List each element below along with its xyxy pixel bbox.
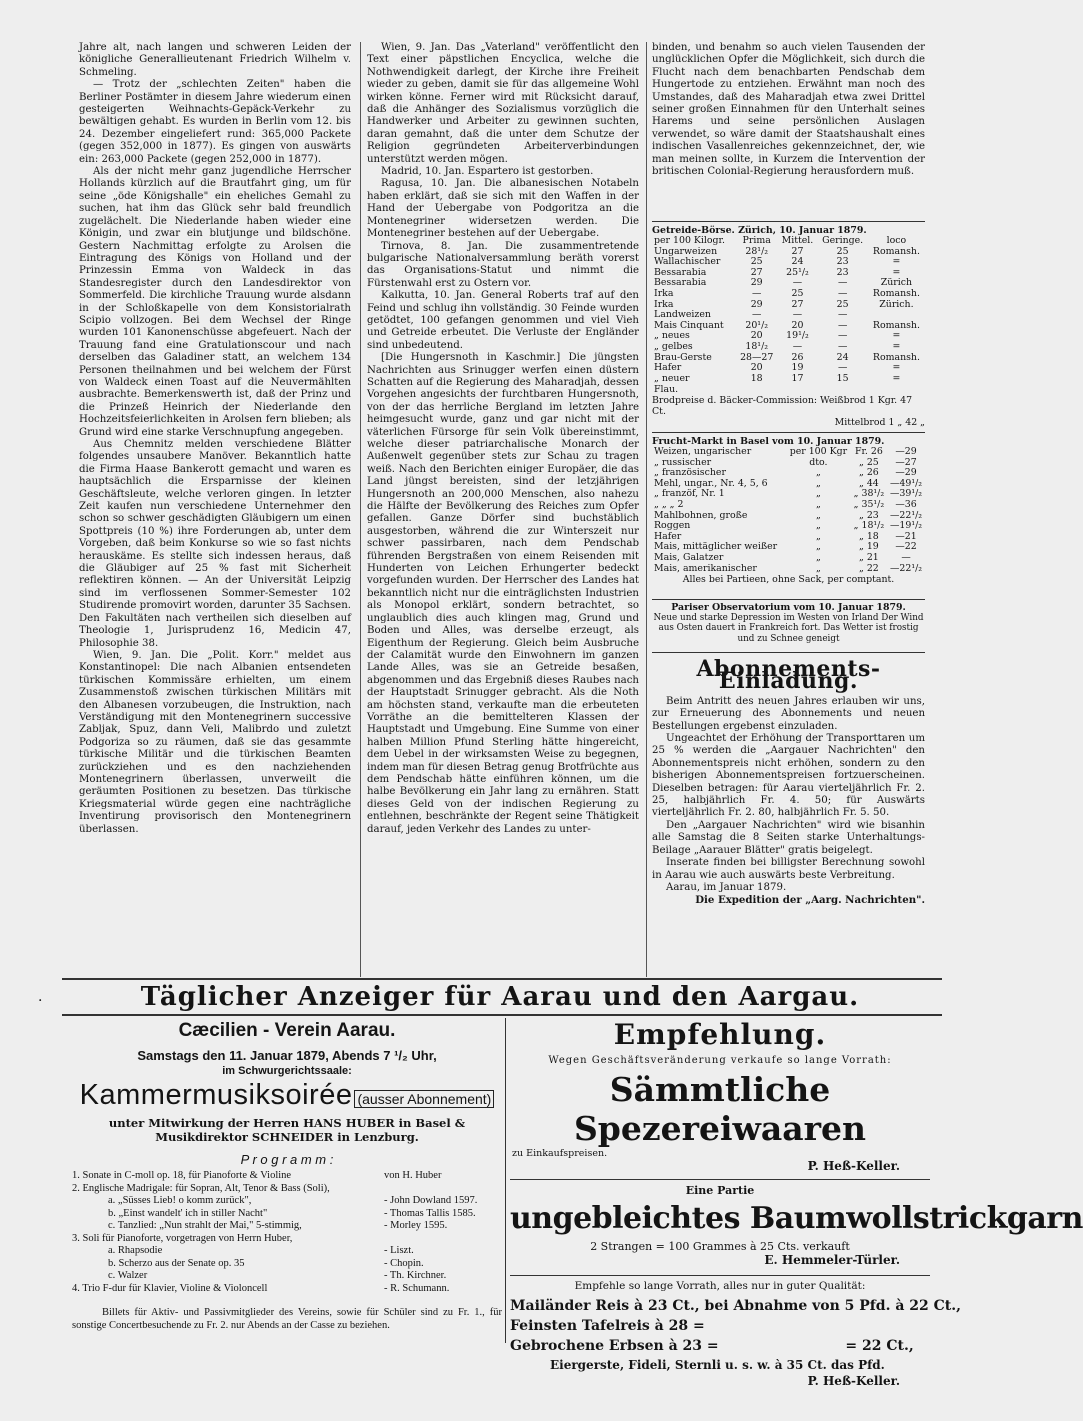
table-cell: „ 35¹/₂ [853, 498, 885, 510]
table-cell: Bessarabia [654, 277, 707, 289]
program-item [72, 1283, 502, 1296]
partie-title: Eine Partie [685, 1184, 755, 1197]
basel-note: Alles bei Partieen, ohne Sack, per comptant. [682, 574, 895, 586]
program-piece: c. Walzer [108, 1270, 148, 1281]
table-cell: Landweizen [654, 309, 711, 321]
col1-paragraph: Aus Chemnitz melden verschiedene Blätter folgendes unsaubere Manöver. Bekanntlich hatte die Firma Haase Bankerott gemacht und waren es hauptsächlich die Ersparnisse der kleinen Geschäftsleute, welche verloren gingen. In letzter Zeit kaufen nun verschiedene Unternehmer den schon so schwer geschädigten Gläubigern um einen Spottpreis (10 %) ihre Forderungen ab, unter dem Vorgeben, daß beim Konkurse so wie so fast nichts herauskäme. Es stellte sich indessen heraus, daß die Gläubiger auf 25 % fast mit Sicherheit reflektiren können. — An der Universität Leipzig sind im verflossenen Sommer-Semester 102 Studirende promovirt worden, darunter 35 Sachsen. Den Fakultäten nach vertheilen sich dieselben auf Theologie 1, Jurisprudenz 16, Medicin 47, Philosophie 38. [79, 439, 351, 649]
table-header-cell: per 100 Kilogr. [654, 235, 725, 246]
column-1 [79, 42, 351, 977]
table-cell: 23 [836, 256, 849, 268]
divider [510, 1275, 930, 1276]
table-row [652, 289, 925, 300]
table-cell: Romansh. [872, 245, 920, 257]
table-cell: 24 [791, 256, 804, 268]
table-cell: 19 [791, 362, 804, 374]
table-cell: —39¹/₂ [890, 488, 923, 500]
table-header-cell: Geringe. [822, 235, 864, 246]
concert-programm-label: P r o g r a m m : [240, 1152, 334, 1167]
program-composer: - Morley 1595. [384, 1220, 448, 1231]
table-cell: Irka [654, 298, 674, 310]
zurich-grain-table [652, 221, 925, 428]
table-cell: „ [815, 488, 821, 500]
table-cell: 20¹/₂ [745, 319, 768, 331]
table-row [652, 511, 925, 522]
table-cell: Bessarabia [654, 266, 707, 278]
table-cell: — [751, 309, 762, 321]
program-piece: 3. Soli für Pianoforte, vorgetragen von Herrn Huber, [72, 1232, 293, 1244]
zurich-flau: Flau. [654, 384, 679, 396]
table-cell: — [837, 362, 848, 374]
table-cell: — [792, 277, 803, 289]
table-row [652, 342, 925, 353]
section-divider [62, 978, 942, 980]
basel-title: Frucht-Markt in Basel vom 10. Januar 1879. [652, 436, 885, 447]
table-cell: „ 18¹/₂ [853, 520, 885, 532]
table-cell: — [837, 330, 848, 342]
table-cell: —22¹/₂ [890, 562, 923, 574]
program-composer: - Th. Kirchner. [384, 1270, 447, 1281]
observatorium-title: Pariser Observatorium vom 10. Januar 1879. [671, 602, 906, 613]
table-cell: 25 [750, 256, 763, 268]
section-divider [62, 1014, 942, 1016]
table-cell: „ russischer [654, 456, 712, 468]
table-cell: „ neues [654, 330, 690, 342]
program-composer [384, 1233, 502, 1246]
concert-with-2: Musikdirektor SCHNEIDER in Lenzburg. [155, 1130, 419, 1144]
concert-billets: Billets für Aktiv- und Passivmitglieder des Vereins, sowie für Schüler sind zu Fr. 1., für sonstige Concertbesuchende zu Fr. 2. nur Abends an der Casse zu beziehen. [72, 1307, 502, 1331]
table-cell: Ungarweizen [654, 245, 718, 257]
divider [510, 1179, 930, 1180]
table-cell: — [792, 340, 803, 352]
reis-line: Eiergerste, Fideli, Sternli u. s. w. à 35 Ct. das Pfd. [550, 1358, 885, 1372]
table-cell: „ 25 [859, 456, 879, 468]
table-cell: „ franzöf, Nr. 1 [654, 488, 725, 500]
table-cell: Brau-Gerste [654, 351, 712, 363]
table-cell: Irka [654, 287, 674, 299]
reis-intro: Empfehle so lange Vorrath, alles nur in guter Qualität: [574, 1280, 866, 1292]
table-cell: „ [815, 467, 821, 479]
table-cell: — [837, 319, 848, 331]
empf-sign: P. Heß-Keller. [807, 1159, 900, 1173]
table-cell: Zürich. [879, 298, 914, 310]
observatorium [652, 599, 925, 644]
table-cell: — [837, 309, 848, 321]
program-piece: b. „Einst wandelt' ich in stiller Nacht" [108, 1207, 268, 1219]
column-divider [646, 42, 647, 977]
partie-big: ungebleichtes Baumwollstrickgarn [510, 1201, 1083, 1236]
table-cell: —49¹/₂ [890, 477, 923, 489]
table-cell: „ [815, 509, 821, 521]
program-composer: - Chopin. [384, 1257, 424, 1269]
table-row [652, 363, 925, 374]
table-cell: Fr. 26 [854, 446, 883, 457]
zurich-rows [652, 247, 925, 385]
table-cell: — [792, 309, 803, 321]
table-cell: Mais, Galatzer [654, 551, 724, 563]
observatorium-text: Neue und starke Depression im Westen von Irland Der Wind aus Osten dauert in Frankreich fort. Das Wetter ist frostig und zu Schnee geneigt [653, 613, 924, 644]
col1-paragraph: Jahre alt, nach langen und schweren Leiden der königliche Generallieutenant Friedrich Wilhelm v. Schmeling. [79, 42, 351, 78]
table-cell: 18¹/₂ [745, 340, 768, 352]
empf-sub: Wegen Geschäftsveränderung verkaufe so lange Vorrath: [548, 1055, 892, 1066]
table-cell: „ gelbes [654, 340, 693, 352]
table-cell: 26 [791, 351, 804, 363]
col2-paragraph: Tirnova, 8. Jan. Die zusammentretende bulgarische Nationalversammlung beräth vorerst das Organisations-Statut und nimmt die Fürstenwahl erst zu Ostern vor. [367, 240, 639, 289]
table-cell: —21 [895, 530, 917, 542]
program-item [72, 1183, 502, 1196]
program-item [72, 1233, 502, 1246]
brod-line-2: Mittelbrod 1 „ 42 „ [834, 417, 925, 429]
table-row [652, 447, 925, 458]
table-cell: = [892, 372, 901, 384]
table-cell: 18 [750, 372, 763, 384]
program-item [72, 1195, 502, 1208]
table-cell: 19¹/₂ [786, 330, 809, 342]
table-cell: 17 [791, 372, 804, 384]
table-cell: 25 [836, 298, 849, 310]
table-cell: dto. [809, 456, 828, 468]
col2-paragraph: Madrid, 10. Jan. Espartero ist gestorben. [381, 166, 594, 178]
table-cell: 24 [836, 351, 849, 363]
table-cell: —29 [895, 467, 917, 479]
table-cell: Romansh. [872, 351, 920, 363]
concert-with-1: unter Mitwirkung der Herren HANS HUBER in Basel & [108, 1116, 466, 1130]
table-cell: — [837, 277, 848, 289]
table-cell: „ 38¹/₂ [853, 488, 885, 500]
table-cell: —27 [895, 456, 917, 468]
brod-line-1: Brodpreise d. Bäcker-Commission: Weißbrod 1 Kgr. 47 Ct. [652, 395, 913, 418]
divider [652, 652, 925, 653]
col1-paragraph: Wien, 9. Jan. Die „Polit. Korr." meldet aus Konstantinopel: Die nach Albanien entsendeten türkischen Kommissäre erhielten, um einem Zusammenstoß zwischen türkischen Militärs mit den Albanesen vorzubeugen, die Instruktion, nach Verständigung mit den Montenegrinern successive Zabljak, Spuz, dann Veli, Malibrdo und zuletzt Podgoriza so zu räumen, daß sie das gesammte türkische Militär und die türkischen Beamten zurückziehen und es den nachziehenden Montenegrinern überlassen, unverweilt die geräumten Positionen zu besetzen. Das türkische Kriegsmaterial würde gegen eine nachträgliche Inventirung provisorisch den Montenegrinern überlassen. [79, 649, 351, 835]
reis-line: Feinsten Tafelreis à 28 = [510, 1318, 705, 1334]
table-cell: Mahlbohnen, große [654, 509, 748, 521]
program-piece: 2. Englische Madrigale: für Sopran, Alt, Tenor & Bass (Soli), [72, 1182, 330, 1194]
abonnement-signature: Die Expedition der „Aarg. Nachrichten". [695, 894, 925, 907]
table-row [652, 489, 925, 500]
ad-divider [505, 1018, 506, 1343]
table-cell: 25 [836, 245, 849, 257]
table-cell: „ französischer [654, 467, 726, 479]
col2-paragraph: Kalkutta, 10. Jan. General Roberts traf auf den Feind und schlug ihn vollständig. 30 Feinde wurden getödtet, 100 gefangen genommen und viel Vieh und Getreide erbeutet. Die Verluste der Engländer sind unbedeutend. [367, 290, 639, 351]
margin-mark: · [38, 993, 43, 1009]
table-cell: Mehl, ungar., Nr. 4, 5, 6 [654, 477, 768, 489]
basel-rows [652, 447, 925, 574]
table-header-cell: Prima [742, 235, 771, 246]
partie-detail: 2 Strangen = 100 Grammes à 25 Cts. verkauft [590, 1240, 850, 1253]
concert-ad [72, 1018, 502, 1332]
table-cell: Mais Cinquant [654, 319, 724, 331]
table-cell: 29 [750, 298, 763, 310]
table-row [652, 553, 925, 564]
concert-event: Kammermusiksoirée [79, 1079, 353, 1111]
table-cell: Mais, amerikanischer [654, 562, 757, 574]
program-piece: 4. Trio F-dur für Klavier, Violine & Violoncell [72, 1282, 268, 1294]
table-row [652, 353, 925, 364]
empf-price: zu Einkaufspreisen. [512, 1148, 608, 1159]
col2-paragraph: Wien, 9. Jan. Das „Vaterland" veröffentlicht den Text einer päpstlichen Encyclica, welche die Nothwendigkeit darlegt, der Kirche ihre Freiheit wieder zu geben, damit sie für das allgemeine Wohl wirken könne. Ferner wird mit Rücksicht darauf, daß die Anhänger des Sozialismus vorzüglich die Handwerker und Arbeiter zu gewinnen suchten, daran gemahnt, daß die unter dem Schutze der Religion gegründeten Arbeiterverbindungen unterstützt werden mögen. [367, 42, 639, 165]
table-cell: Hafer [654, 362, 682, 374]
column-2 [367, 42, 639, 977]
col3-paragraph: binden, und benahm so auch vielen Tausenden der unglücklichen Opfer die Möglichkeit, sich durch die Flucht nach dem benachbarten Pendschab dem Hungertode zu entziehen. Erwähnt man noch des Umstandes, daß des Maharadjah etwa zwei Drittel seiner großen Einnahmen für den Unterhalt seines Harems und seine persönlichen Auslagen verwendet, so wäre damit der Staatshaushalt eines indischen Vasallenreiches gekennzeichnet, der, wie man meinen sollte, in Kurzem die Intervention der britischen Colonial-Regierung herausfordern muß. [652, 42, 925, 178]
table-cell: Zürich [880, 277, 913, 289]
divider [652, 221, 925, 222]
table-cell: Roggen [654, 520, 691, 532]
partie-sign: E. Hemmeler-Türler. [764, 1253, 900, 1267]
table-cell: „ 23 [859, 509, 879, 521]
program-composer [384, 1183, 502, 1196]
table-cell: = [892, 362, 901, 374]
program-item [72, 1245, 502, 1258]
table-cell: = [892, 266, 901, 278]
reis-line: Gebrochene Erbsen à 23 = = 22 Ct., [510, 1338, 914, 1354]
table-cell: 20 [791, 319, 804, 331]
zurich-table [652, 236, 925, 384]
program-item [72, 1220, 502, 1233]
table-cell: „ „ „ 2 [654, 498, 684, 510]
col1-paragraph: — Trotz der „schlechten Zeiten" haben die Berliner Postämter in diesem Jahre wiederum einen gesteigerten Weihnachts-Gepäck-Verkehr zu bewältigen gehabt. Es wurden in Berlin vom 12. bis 24. Dezember eingeliefert rund: 365,000 Packete (gegen 352,000 in 1877). Es gingen von auswärts ein: 263,000 Packete (gegen 252,000 in 1877). [79, 79, 351, 165]
concert-event-note: (ausser Abonnement) [354, 1090, 494, 1108]
table-cell: „ 18 [859, 530, 879, 542]
table-cell: „ 19 [859, 541, 879, 553]
table-cell: 27 [791, 245, 804, 257]
program-item [72, 1170, 502, 1183]
program-piece: b. Scherzo aus der Senate op. 35 [108, 1257, 245, 1269]
table-cell: „ [815, 530, 821, 542]
table-cell: per 100 Kgr [789, 446, 848, 457]
abonnement-p1: Beim Antritt des neuen Jahres erlauben wir uns, zur Erneuerung des Abonnements und neuen Bestellungen ergebenst einzuladen. [652, 695, 925, 732]
table-cell: Romansh. [872, 319, 920, 331]
table-cell: — [751, 287, 762, 299]
program-composer: - John Dowland 1597. [384, 1195, 478, 1206]
table-cell: „ neuer [654, 372, 690, 384]
table-cell: = [892, 340, 901, 352]
abonnement-title: Abonnements-Einladung. [696, 656, 881, 695]
table-cell: 25¹/₂ [786, 266, 809, 278]
program-piece: a. „Süsses Lieb! o komm zurück", [108, 1195, 252, 1206]
zurich-title: Getreide-Börse. Zürich, 10. Januar 1879. [652, 225, 867, 236]
table-cell: „ 44 [859, 477, 879, 489]
concert-event-line [72, 1079, 502, 1112]
table-cell: 29 [750, 277, 763, 289]
table-cell: „ [815, 520, 821, 532]
table-row [652, 374, 925, 385]
abonnement-p2: Ungeachtet der Erhöhung der Transporttaren um 25 % werden die „Aargauer Nachrichten" den Abonnementspreis nicht erhöhen, sondern zu den bisherigen Abonnementspreisen fortzuerscheinen. Dieselben betragen: für Aarau vierteljährlich Fr. 2. 25, halbjährlich Fr. 4. 50; für Auswärts vierteljährlich Fr. 2. 80, halbjährlich Fr. 5. 50. [652, 733, 925, 819]
table-cell: — [837, 287, 848, 299]
table-row [652, 500, 925, 511]
table-cell: 20 [750, 330, 763, 342]
table-header-row [652, 236, 925, 247]
table-cell: „ 21 [859, 551, 879, 563]
table-header-cell: loco [886, 235, 907, 246]
table-cell: Hafer [654, 530, 682, 542]
table-cell: Mais, mittäglicher weißer [654, 541, 778, 553]
table-cell: 27 [750, 266, 763, 278]
table-cell: „ [815, 498, 821, 510]
program-item [72, 1258, 502, 1271]
table-cell: — [901, 551, 911, 563]
program-piece: 1. Sonate in C-moll op. 18, für Pianoforte & Violine [72, 1170, 292, 1181]
table-cell: 25 [791, 287, 804, 299]
table-cell: —19¹/₂ [890, 520, 923, 532]
basel-table [652, 447, 925, 574]
col1-paragraph: Als der nicht mehr ganz jugendliche Herrscher Hollands kürzlich auf die Brautfahrt ging, um für seine „öde Königshalle" ein eheliches Gemahl zu suchen, hat ihm das Glück sehr bald freundlich zugelächelt. Die Niederlande haben wieder eine Königin, und zwar ein blutjunge und bildschöne. Gestern Nachmittag erfolgte zu Arolsen die Eintragung des Königs von Holland und der Prinzessin Emma von Waldeck in das Standesregister durch den Landesdirektor von Sommerfeld. Die kirchliche Trauung wurde alsdann in der Schloßkapelle von dem Konsistorialrath Scipio vollzogen. Bei dem Wechsel der Ringe wurden 101 Kanonenschüsse abgefeuert. Nach der Trauung fand eine Gratulationscour und nach derselben das Galadiner statt, an welchem 134 Personen theilnahmen und bei welchem der Fürst von Waldeck einen Toast auf die Neuvermählten ausbrachte. Bemerkenswerth ist, daß der Prinz und die Prinzeß Heinrich der Niederlande den Hochzeitsfeierlichkeiten in Arolsen fern blieben; als Grund wird eine starke Verschnupfung angegeben. [79, 166, 351, 438]
right-ads [510, 1018, 1083, 1388]
program-composer: - Liszt. [384, 1245, 414, 1256]
abonnement-p4: Inserate finden bei billigster Berechnung sowohl in Aarau wie auch auswärts beste Verbreitung. [652, 857, 925, 881]
table-cell: „ [815, 551, 821, 563]
abonnement-date: Aarau, im Januar 1879. [666, 881, 787, 893]
program-composer: von H. Huber [384, 1170, 442, 1181]
col2-paragraph: [Die Hungersnoth in Kaschmir.] Die jüngsten Nachrichten aus Srinugger werfen einen düstern Schatten auf die Regierung des Maharadjah, dessen Vorgehen angesichts der furchtbaren Hungersnoth, von der das herrliche Bergland im letzten Jahre heimgesucht wurde, ganz und gar nicht mit der väterlichen Fürsorge für sein Volk übereinstimmt, welche dieser patriarchalische Monarch der Außenwelt gegenüber stets zur Schau zu tragen weiß. Nach den Berichten einiger Europäer, die das Land jüngst bereisten, sind der letzjährigen Hungersnoth an 200,000 Menschen, also nahezu die Hälfte der Bevölkerung des Reiches zum Opfer gefallen. Ganze Dörfer sind buchstäblich ausgestorben, während die zur Winterszeit nur schwer passirbaren, nach dem Pendschab führenden Bergstraßen von einem Reisenden mit Hunderten von Leichen Erhungerter bedeckt vorgefunden wurden. Der Herrscher des Landes hat bekanntlich nicht nur die einträglichsten Industrien als Monopol erklärt, sondern betrachtet, so unglaublich dies auch klingen mag, Grund und Boden und Alles, was derselbe erzeugt, als Eigenthum der Regierung. Gleich beim Ausbruche der Calamität wurde den Einwohnern im ganzen Lande Alles, was sie an Getreide besaßen, abgenommen und das Ergebniß dieses Raubes nach der Hauptstadt Srinugger gebracht. Als die Noth am höchsten stand, verkaufte man die erbeuteten Vorräthe an die bemittelteren Klassen der Hauptstadt und Umgebung. Eine Summe von einer halben Million Pfund Sterling hätte hingereicht, dem Uebel in der wirksamsten Weise zu begegnen, indem man für diesen Betrag genug Brotfrüchte aus dem Pendschab hätte einführen können, um die halbe Bevölkerung ein Jahr lang zu ernähren. Statt dieses Geld von der indischen Regierung zu entlehnen, beschränkte der Regent seine Thätigkeit darauf, jeden Verkehr des Landes zu unter- [367, 352, 639, 835]
abonnement-p3: Den „Aargauer Nachrichten" wird wie bisanhin alle Samstag die 8 Seiten starke Unterhaltungs-Beilage „Aarauer Blätter" gratis beigelegt. [652, 819, 925, 856]
basel-market [652, 432, 925, 585]
concert-program [72, 1170, 502, 1295]
reis-line: Mailänder Reis à 23 Ct., bei Abnahme von 5 Pfd. à 22 Ct., [510, 1298, 962, 1314]
divider [652, 432, 925, 433]
column-divider [360, 42, 361, 977]
table-cell: 28¹/₂ [745, 245, 768, 257]
program-item [72, 1270, 502, 1283]
table-cell: Romansh. [872, 287, 920, 299]
divider [652, 599, 925, 600]
table-row [652, 564, 925, 575]
abonnement-section [652, 652, 925, 907]
table-cell: = [892, 256, 901, 268]
table-cell: Weizen, ungarischer [654, 446, 752, 457]
table-cell: = [892, 330, 901, 342]
table-cell: 27 [791, 298, 804, 310]
empf-title: Empfehlung. [613, 1018, 827, 1051]
column-3 [652, 42, 925, 214]
table-cell: —29 [895, 446, 917, 457]
table-cell: 15 [836, 372, 849, 384]
table-row [652, 521, 925, 532]
table-cell: „ 26 [859, 467, 879, 479]
reis-sign: P. Heß-Keller. [807, 1374, 900, 1388]
table-cell: Wallachischer [654, 256, 721, 268]
program-item [72, 1208, 502, 1221]
empf-big: Sämmtliche Spezereiwaaren [573, 1070, 867, 1148]
table-header-cell: Mittel. [781, 235, 814, 246]
program-composer: - Thomas Tallis 1585. [384, 1207, 476, 1219]
table-cell: „ [815, 562, 821, 574]
table-cell: 20 [750, 362, 763, 374]
col2-paragraph: Ragusa, 10. Jan. Die albanesischen Notabeln haben erklärt, daß sie sich mit den Waffen in der Hand der Uebergabe von Podgoritza an die Montenegriner widersetzen werden. Die Montenegriner bestehen auf der Uebergabe. [367, 178, 639, 240]
concert-date: Samstags den 11. Januar 1879, Abends 7 ¹/₂ Uhr, [137, 1048, 437, 1063]
program-piece: c. Tanzlied: „Nun strahlt der Mai," 5-stimmig, [108, 1220, 302, 1231]
anzeiger-title: Täglicher Anzeiger für Aarau und den Aargau. [140, 982, 860, 1012]
table-cell: „ [815, 541, 821, 553]
program-piece: a. Rhapsodie [108, 1245, 163, 1256]
concert-place: im Schwurgerichtssaale: [222, 1065, 352, 1077]
table-cell: —22¹/₂ [890, 509, 923, 521]
table-cell: —22 [895, 541, 917, 553]
table-cell: „ 22 [859, 562, 879, 574]
table-cell: — [837, 340, 848, 352]
table-cell: „ [815, 477, 821, 489]
concert-org: Cæcilien - Verein Aarau. [178, 1020, 396, 1041]
table-cell: —36 [895, 498, 917, 510]
program-composer: - R. Schumann. [384, 1282, 450, 1294]
table-cell: 23 [836, 266, 849, 278]
table-cell: 28—27 [740, 351, 774, 363]
